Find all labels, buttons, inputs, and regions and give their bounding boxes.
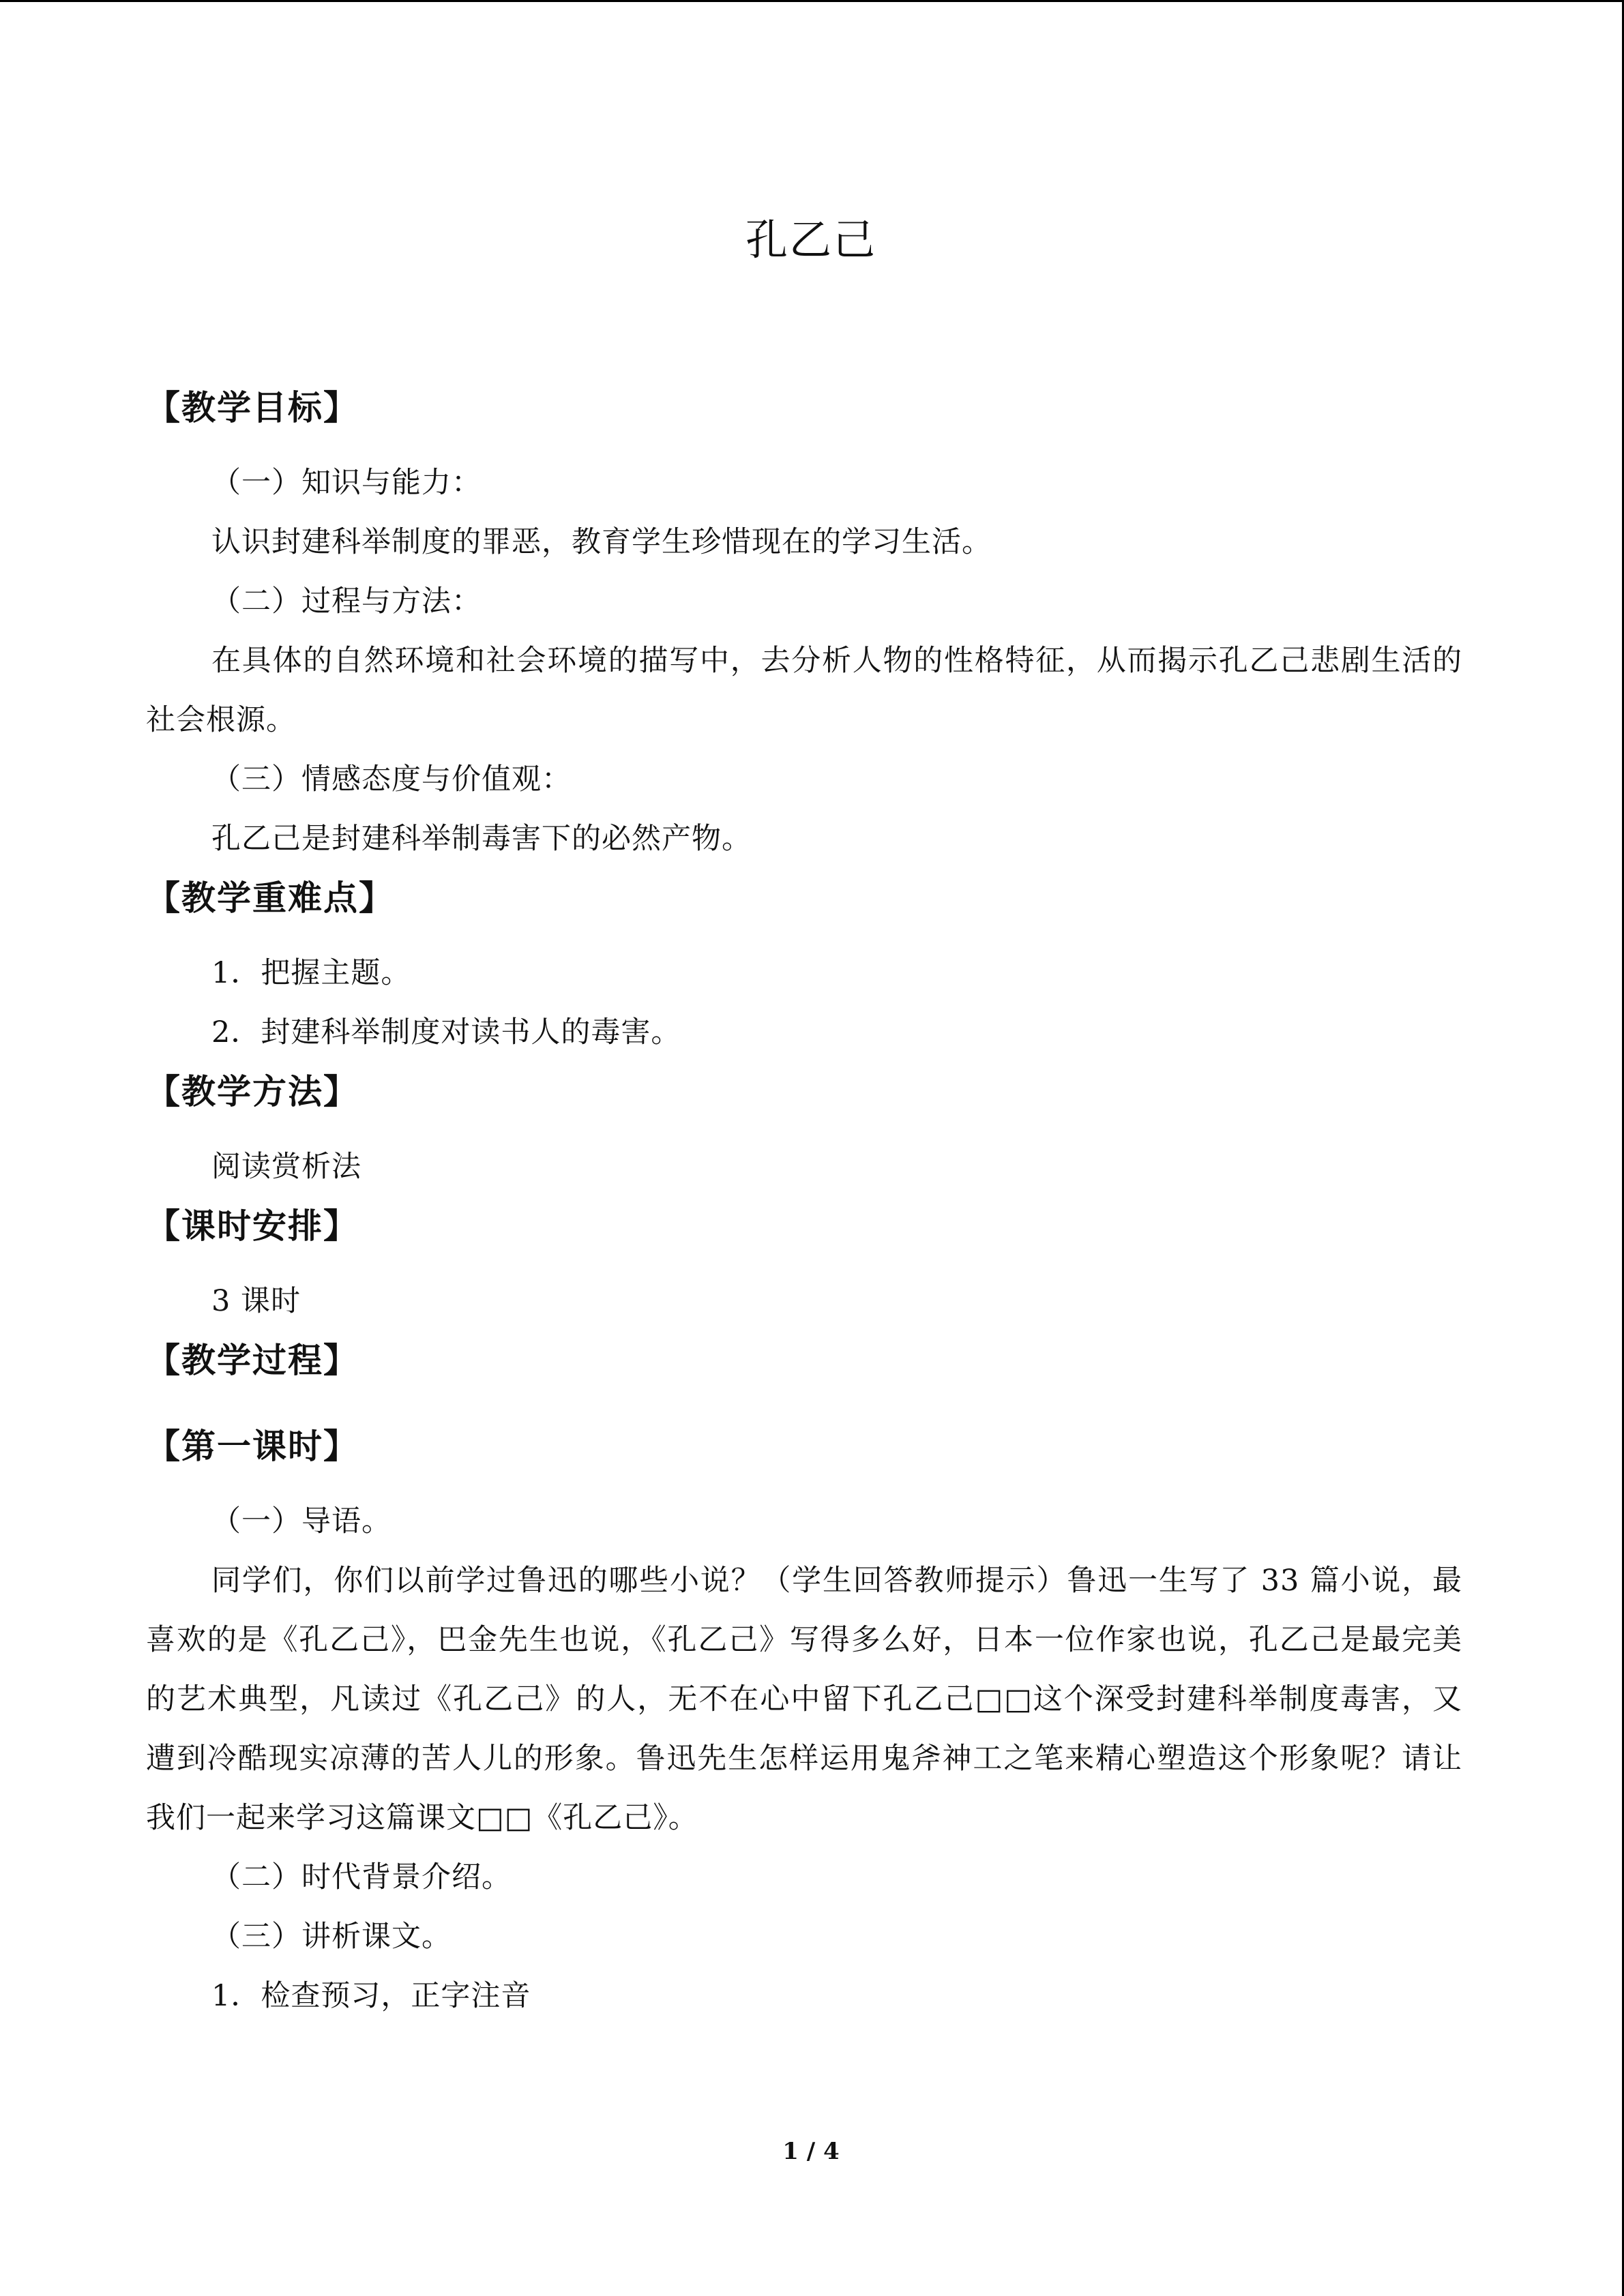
lesson1-intro-label: （一）导语。 [211, 1504, 392, 1538]
key-point-1: 1．把握主题。 [211, 956, 411, 990]
heading-teaching-methods: 【教学方法】 [146, 1072, 359, 1112]
lesson1-preview-check: 1．检查预习，正字注音 [211, 1979, 531, 2013]
heading-key-points: 【教学重难点】 [146, 878, 394, 918]
goals-knowledge-label: （一）知识与能力： [211, 466, 482, 500]
key-point-2: 2．封建科举制度对读书人的毒害。 [211, 1015, 681, 1049]
methods-text: 阅读赏析法 [211, 1150, 361, 1184]
goals-values-label: （三）情感态度与价值观： [211, 762, 572, 796]
goals-knowledge-text: 认识封建科举制度的罪恶，教育学生珍惜现在的学习生活。 [211, 525, 992, 559]
document-title: 孔乙己 [745, 215, 876, 265]
heading-teaching-goals: 【教学目标】 [146, 388, 359, 428]
lesson1-background-label: （二）时代背景介绍。 [211, 1860, 512, 1894]
heading-teaching-process: 【教学过程】 [146, 1341, 359, 1380]
heading-schedule: 【课时安排】 [146, 1206, 359, 1246]
goals-values-text: 孔乙己是封建科举制毒害下的必然产物。 [211, 822, 752, 856]
heading-lesson-1: 【第一课时】 [146, 1427, 359, 1466]
lesson1-analysis-label: （三）讲析课文。 [211, 1920, 452, 1954]
page-number: 1 / 4 [782, 2138, 840, 2165]
lesson1-intro-text: 同学们，你们以前学过鲁迅的哪些小说？（学生回答教师提示）鲁迅一生写了 33 篇小说，最喜欢的是《孔乙己》，巴金先生也说，《孔乙己》写得多么好，日本一位作家也说，孔乙己是最完美的艺术典型，凡读过《孔乙己》的人，无不在心中留下孔乙己□□这个深受封建科举制度毒害，又遭到冷酷现实凉薄的苦人儿的形象。鲁迅先生怎样运用鬼斧神工之笔来精心塑造这个形象呢？请让我们一起来学习这篇课文□□《孔乙己》。 [146, 1564, 1462, 1835]
schedule-text: 3 课时 [211, 1284, 301, 1318]
goals-process-label: （二）过程与方法： [211, 584, 482, 618]
document-body [146, 384, 1462, 2026]
goals-process-text: 在具体的自然环境和社会环境的描写中，去分析人物的性格特征，从而揭示孔乙己悲剧生活的社会根源。 [146, 644, 1462, 737]
